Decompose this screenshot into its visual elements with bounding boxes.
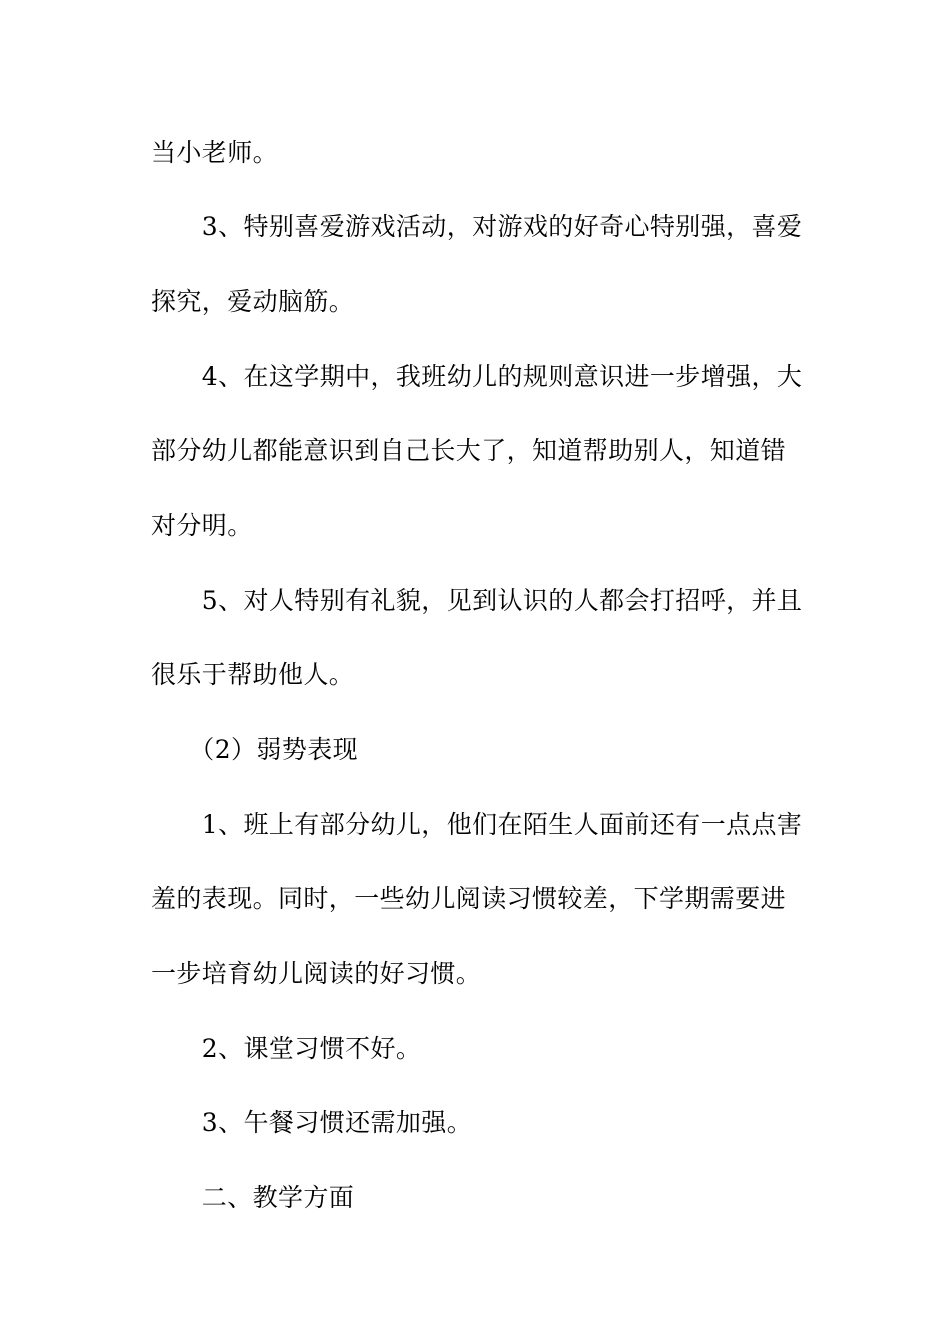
text-line: 探究，爱动脑筋。 bbox=[151, 287, 355, 316]
text-line: 3、午餐习惯还需加强。 bbox=[151, 1108, 473, 1137]
text-line: 当小老师。 bbox=[151, 138, 279, 167]
text-line: 羞的表现。同时，一些幼儿阅读习惯较差，下学期需要进 bbox=[151, 884, 787, 913]
text-line: 1、班上有部分幼儿，他们在陌生人面前还有一点点害 bbox=[151, 810, 803, 839]
text-line: 5、对人特别有礼貌，见到认识的人都会打招呼，并且 bbox=[151, 586, 803, 615]
text-line: 对分明。 bbox=[151, 511, 253, 540]
text-line: 一步培育幼儿阅读的好习惯。 bbox=[151, 959, 482, 988]
text-line: 3、特别喜爱游戏活动，对游戏的好奇心特别强，喜爱 bbox=[151, 212, 803, 241]
text-line: 部分幼儿都能意识到自己长大了，知道帮助别人，知道错 bbox=[151, 436, 787, 465]
text-line: 2、课堂习惯不好。 bbox=[151, 1034, 422, 1063]
section-heading: （2）弱势表现 bbox=[151, 735, 359, 764]
text-line: 4、在这学期中，我班幼儿的规则意识进一步增强，大 bbox=[151, 362, 803, 391]
text-line: 很乐于帮助他人。 bbox=[151, 660, 355, 689]
section-heading: 二、教学方面 bbox=[151, 1183, 355, 1212]
